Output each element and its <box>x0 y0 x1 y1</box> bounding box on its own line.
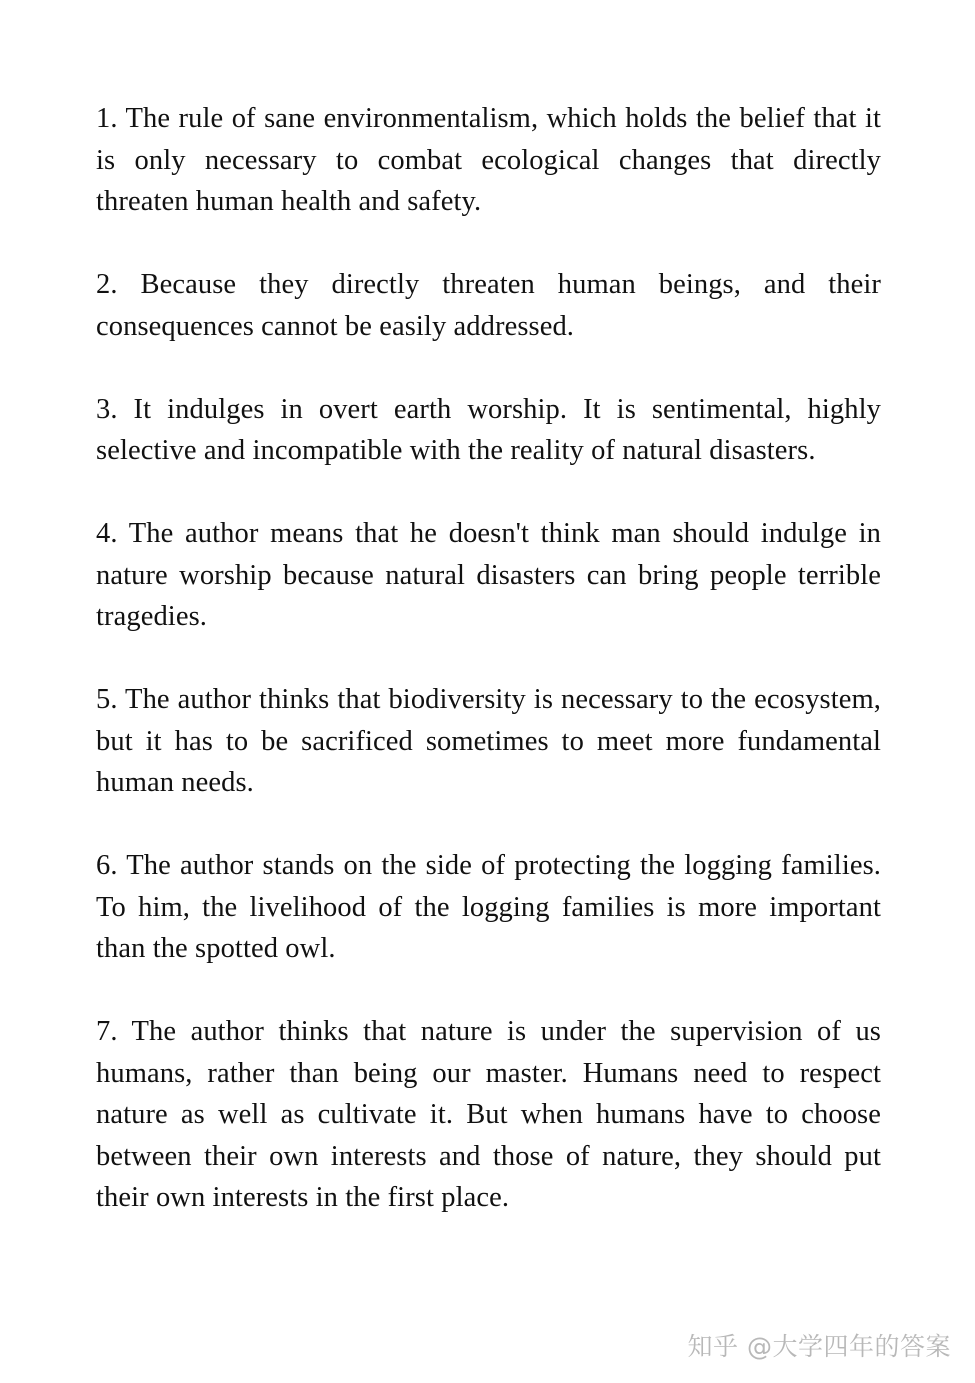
answer-3: 3. It indulges in overt earth worship. It is sentimental, highly selective and incompatible with the reality of natural disasters. <box>96 393 881 466</box>
answer-1: 1. The rule of sane environmentalism, which holds the belief that it is only necessary to combat ecological changes that directly threaten human health and safety. <box>96 103 881 217</box>
zhihu-watermark: 知乎 @大学四年的答案 <box>687 1332 951 1361</box>
answer-6: 6. The author stands on the side of protecting the logging families. To him, the livelihood of the logging families is more important than the spotted owl. <box>96 850 881 964</box>
answer-7: 7. The author thinks that nature is under the supervision of us humans, rather than being our master. Humans need to respect nature as well as cultivate it. But when humans have to choose between their own interests and those of nature, they should put their own interests in the first place. <box>96 1016 881 1213</box>
answer-4: 4. The author means that he doesn't think man should indulge in nature worship because natural disasters can bring people terrible tragedies. <box>96 518 881 632</box>
answer-5: 5. The author thinks that biodiversity is necessary to the ecosystem, but it has to be sacrificed sometimes to meet more fundamental human needs. <box>96 684 881 798</box>
answer-2: 2. Because they directly threaten human beings, and their consequences cannot be easily addressed. <box>96 269 881 342</box>
document-body <box>96 98 881 1260</box>
